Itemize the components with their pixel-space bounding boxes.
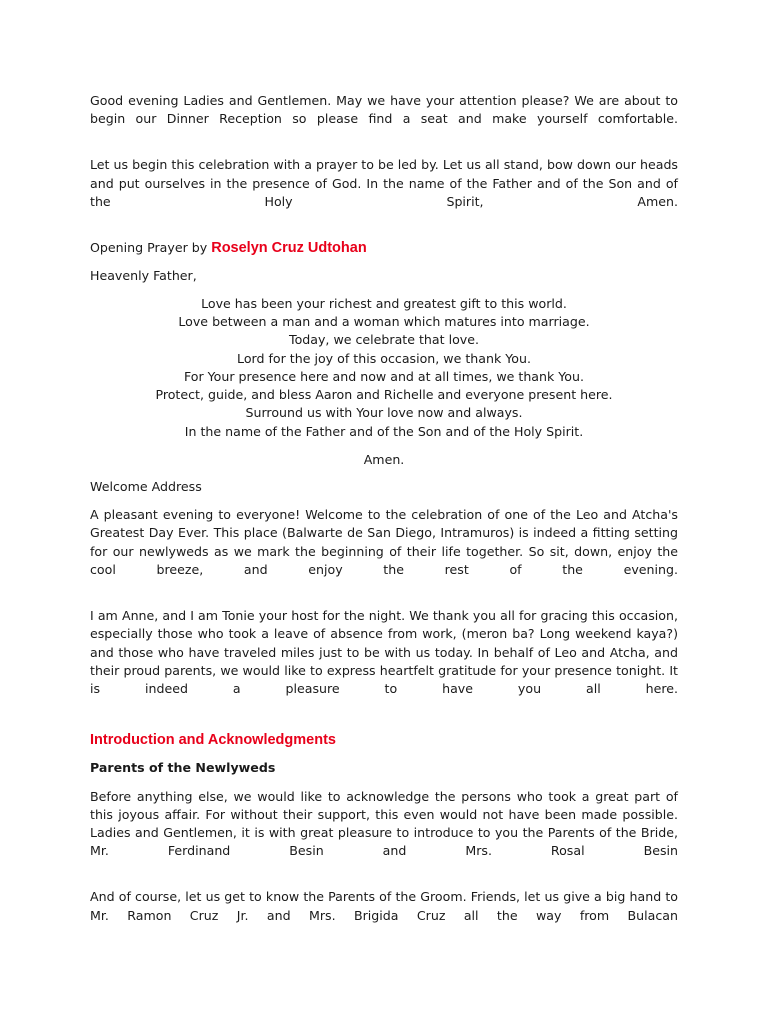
- prayer-leader-name: Roselyn Cruz Udtohan: [211, 240, 367, 257]
- opening-prayer-line: [90, 239, 678, 257]
- poem-line: Today, we celebrate that love.: [289, 332, 479, 348]
- opening-prayer-label: Opening Prayer by: [90, 240, 212, 256]
- poem-line: Surround us with Your love now and always.: [245, 405, 523, 421]
- parents-paragraph-2: And of course, let us get to know the Parents of the Groom. Friends, let us give a big hand to Mr. Ramon Cruz Jr. and Mrs. Brigida Cruz all the way from Bulacan: [90, 889, 678, 923]
- poem-line: Lord for the joy of this occasion, we thank You.: [237, 350, 531, 366]
- poem-line: Protect, guide, and bless Aaron and Richelle and everyone present here.: [155, 387, 613, 403]
- document-page: [90, 92, 678, 953]
- poem-line: Love between a man and a woman which matures into marriage.: [178, 313, 590, 329]
- amen-line: Amen.: [363, 451, 405, 467]
- welcome-address-label: Welcome Address: [90, 479, 202, 495]
- prayer-poem: [90, 295, 678, 441]
- prayer-intro-paragraph: Let us begin this celebration with a prayer to be led by. Let us all stand, bow down our heads and put ourselves in the presence of God. In the name of the Father and of the Son and of the Holy Spirit, Amen.: [90, 157, 678, 209]
- welcome-paragraph-2: I am Anne, and I am Tonie your host for the night. We thank you all for gracing this occasion, especially those who took a leave of absence from work, (meron ba? Long weekend kaya?) and those who have traveled miles just to be with us today. In behalf of Leo and Atcha, and their proud parents, we would like to express heartfelt gratitude for your presence tonight. It is indeed a pleasure to have you all here.: [90, 608, 678, 697]
- intro-paragraph: Good evening Ladies and Gentlemen. May we have your attention please? We are about to begin our Dinner Reception so please find a seat and make yourself comfortable.: [90, 93, 678, 127]
- welcome-paragraph-1: A pleasant evening to everyone! Welcome to the celebration of one of the Leo and Atcha's Greatest Day Ever. This place (Balwarte de San Diego, Intramuros) is indeed a fitting setting for our newlyweds as we mark the beginning of their life together. So sit, down, enjoy the cool breeze, and enjoy the rest of the evening.: [90, 507, 678, 578]
- parents-paragraph-1: Before anything else, we would like to acknowledge the persons who took a great part of this joyous affair. For without their support, this even would not have been made possible. Ladies and Gentlemen, it is with great pleasure to introduce to you the Parents of the Bride, Mr. Ferdinand Besin and Mrs. Rosal Besin: [90, 788, 678, 859]
- poem-line: Love has been your richest and greatest gift to this world.: [201, 295, 567, 311]
- section-heading: Introduction and Acknowledgments: [90, 731, 336, 748]
- salutation: Heavenly Father,: [90, 267, 197, 283]
- sub-heading: Parents of the Newlyweds: [90, 760, 276, 776]
- poem-line: For Your presence here and now and at all times, we thank You.: [183, 368, 584, 384]
- poem-line: In the name of the Father and of the Son and of the Holy Spirit.: [184, 423, 584, 439]
